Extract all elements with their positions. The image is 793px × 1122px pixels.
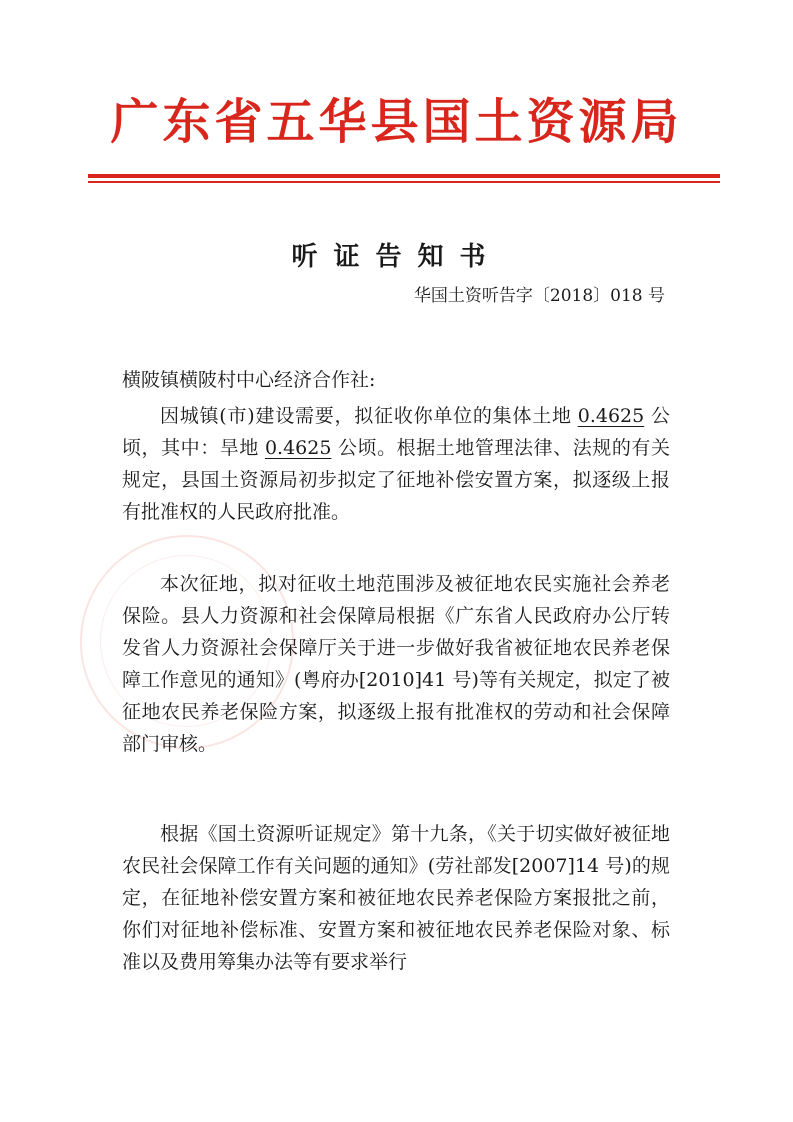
area-dry-value: 0.4625 (264, 437, 332, 459)
paragraph-1 (122, 400, 670, 528)
header-red-rule-thin (88, 181, 720, 183)
paragraph-1-text3: 公顷。根据土地管理法律、法规的有关规定，县国土资源局初步拟定了征地补偿安置方案，拟逐级上报有批准权的人民政府批准。 (122, 437, 670, 523)
org-header-title: 广东省五华县国土资源局 (110, 94, 683, 150)
paragraph-1-text1: 因城镇(市)建设需要，拟征收你单位的集体土地 (160, 405, 572, 427)
paragraph-1-text2: 公顷，其中：旱地 (122, 405, 670, 459)
document-title: 听证告知书 (291, 242, 502, 272)
area-total-value: 0.4625 (577, 405, 645, 427)
document-number: 华国土资听告字〔2018〕018 号 (413, 286, 665, 306)
paragraph-2: 本次征地，拟对征收土地范围涉及被征地农民实施社会养老保险。县人力资源和社会保障局根据《广东省人民政府办公厅转发省人力资源社会保障厅关于进一步做好我省被征地农民养老保障工作意见的通知》(粤府办[2010]41 号)等有关规定，拟定了被征地农民养老保险方案，拟逐级上报有批准权的劳动和社会保障部门审核。 (122, 573, 670, 755)
recipient-line: 横陂镇横陂村中心经济合作社: (122, 369, 376, 391)
paragraph-3: 根据《国土资源听证规定》第十九条，《关于切实做好被征地农民社会保障工作有关问题的通知》(劳社部发[2007]14 号)的规定，在征地补偿安置方案和被征地农民养老保险方案报批之前，你们对征地补偿标准、安置方案和被征地农民养老保险对象、标准以及费用筹集办法等有要求举行 (122, 823, 670, 973)
header-red-rule-thick (88, 174, 720, 178)
